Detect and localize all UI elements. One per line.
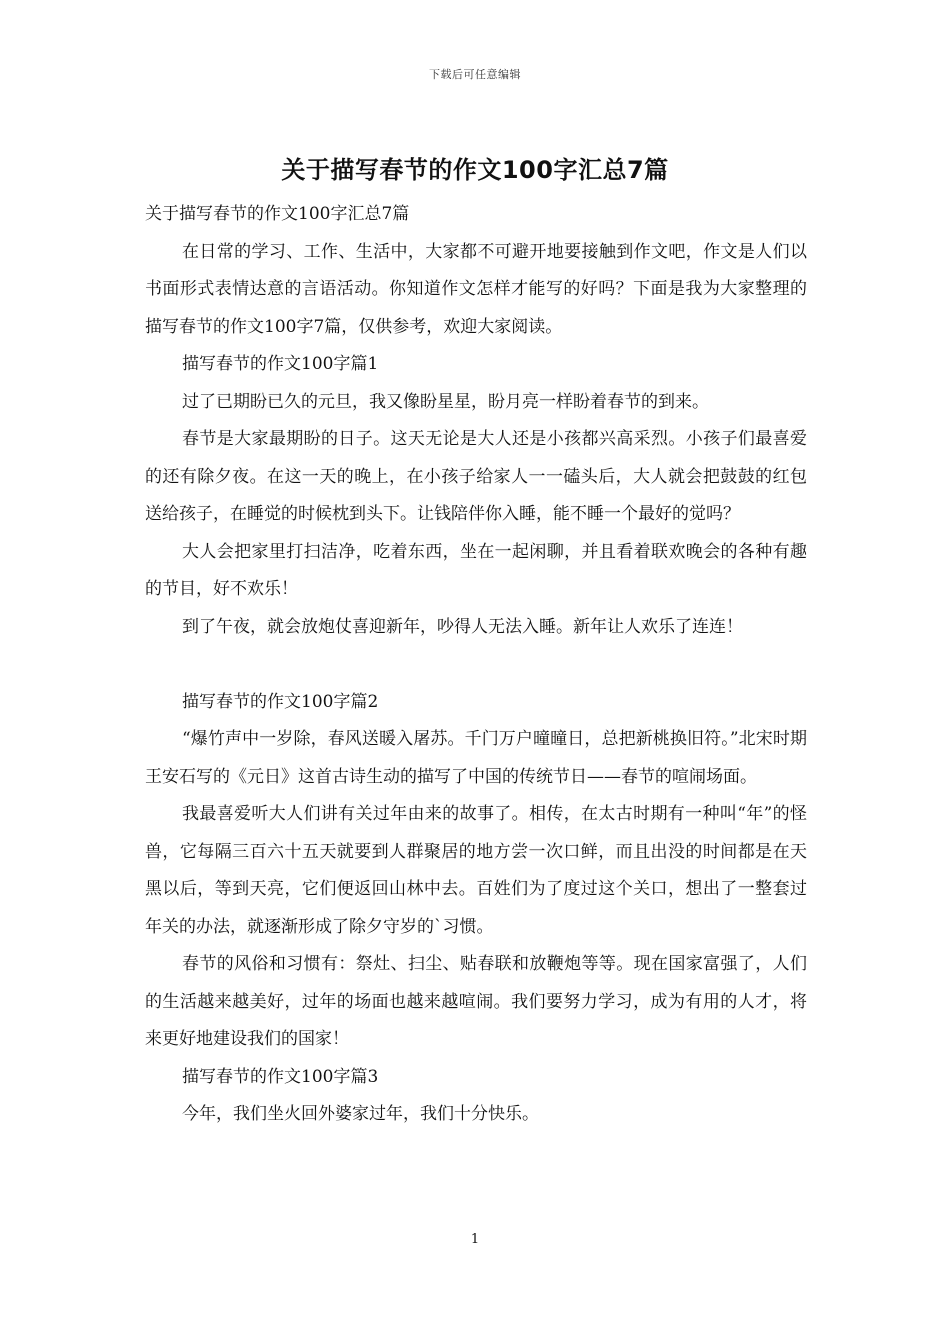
header-note: 下载后可任意编辑 xyxy=(429,68,521,81)
paragraph: 春节是大家最期盼的日子。这天无论是大人还是小孩都兴高采烈。小孩子们最喜爱的还有除夕夜。在这一天的晚上，在小孩子给家人一一磕头后，大人就会把鼓鼓的红包送给孩子，在睡觉的时候枕到头下。让钱陪伴你入睡，能不睡一个最好的觉吗？ xyxy=(145,429,807,524)
paragraph: 关于描写春节的作文100字汇总7篇 xyxy=(145,204,410,224)
paragraph: “爆竹声中一岁除，春风送暖入屠苏。千门万户曈曈日，总把新桃换旧符。”北宋时期王安石写的《元日》这首古诗生动的描写了中国的传统节日——春节的喧闹场面。 xyxy=(145,729,807,787)
blank-line xyxy=(145,646,807,684)
page-number: 1 xyxy=(470,1232,480,1247)
paragraph: 今年，我们坐火回外婆家过年，我们十分快乐。 xyxy=(182,1104,539,1124)
paragraph: 我最喜爱听大人们讲有关过年由来的故事了。相传，在太古时期有一种叫“年”的怪兽，它每隔三百六十五天就要到人群聚居的地方尝一次口鲜，而且出没的时间都是在天黑以后，等到天亮，它们便返回山林中去。百姓们为了度过这个关口，想出了一整套过年关的办法，就逐渐形成了除夕守岁的`习惯。 xyxy=(145,804,807,937)
document-body xyxy=(145,196,807,1134)
paragraph: 大人会把家里打扫洁净，吃着东西，坐在一起闲聊，并且看着联欢晚会的各种有趣的节目，好不欢乐！ xyxy=(145,541,807,599)
paragraph: 春节的风俗和习惯有：祭灶、扫尘、贴春联和放鞭炮等等。现在国家富强了，人们的生活越来越美好，过年的场面也越来越喧闹。我们要努力学习，成为有用的人才，将来更好地建设我们的国家！ xyxy=(145,954,807,1049)
paragraph: 到了午夜，就会放炮仗喜迎新年，吵得人无法入睡。新年让人欢乐了连连！ xyxy=(182,616,743,637)
paragraph: 描写春节的作文100字篇2 xyxy=(182,691,379,712)
paragraph: 描写春节的作文100字篇1 xyxy=(182,354,379,374)
paragraph: 描写春节的作文100字篇3 xyxy=(182,1066,379,1087)
paragraph: 在日常的学习、工作、生活中，大家都不可避开地要接触到作文吧，作文是人们以书面形式表情达意的言语活动。你知道作文怎样才能写的好吗？下面是我为大家整理的描写春节的作文100字7篇，仅供参考，欢迎大家阅读。 xyxy=(145,241,807,337)
page-title: 关于描写春节的作文100字汇总7篇 xyxy=(281,156,669,184)
paragraph: 过了已期盼已久的元旦，我又像盼星星，盼月亮一样盼着春节的到来。 xyxy=(182,391,709,412)
